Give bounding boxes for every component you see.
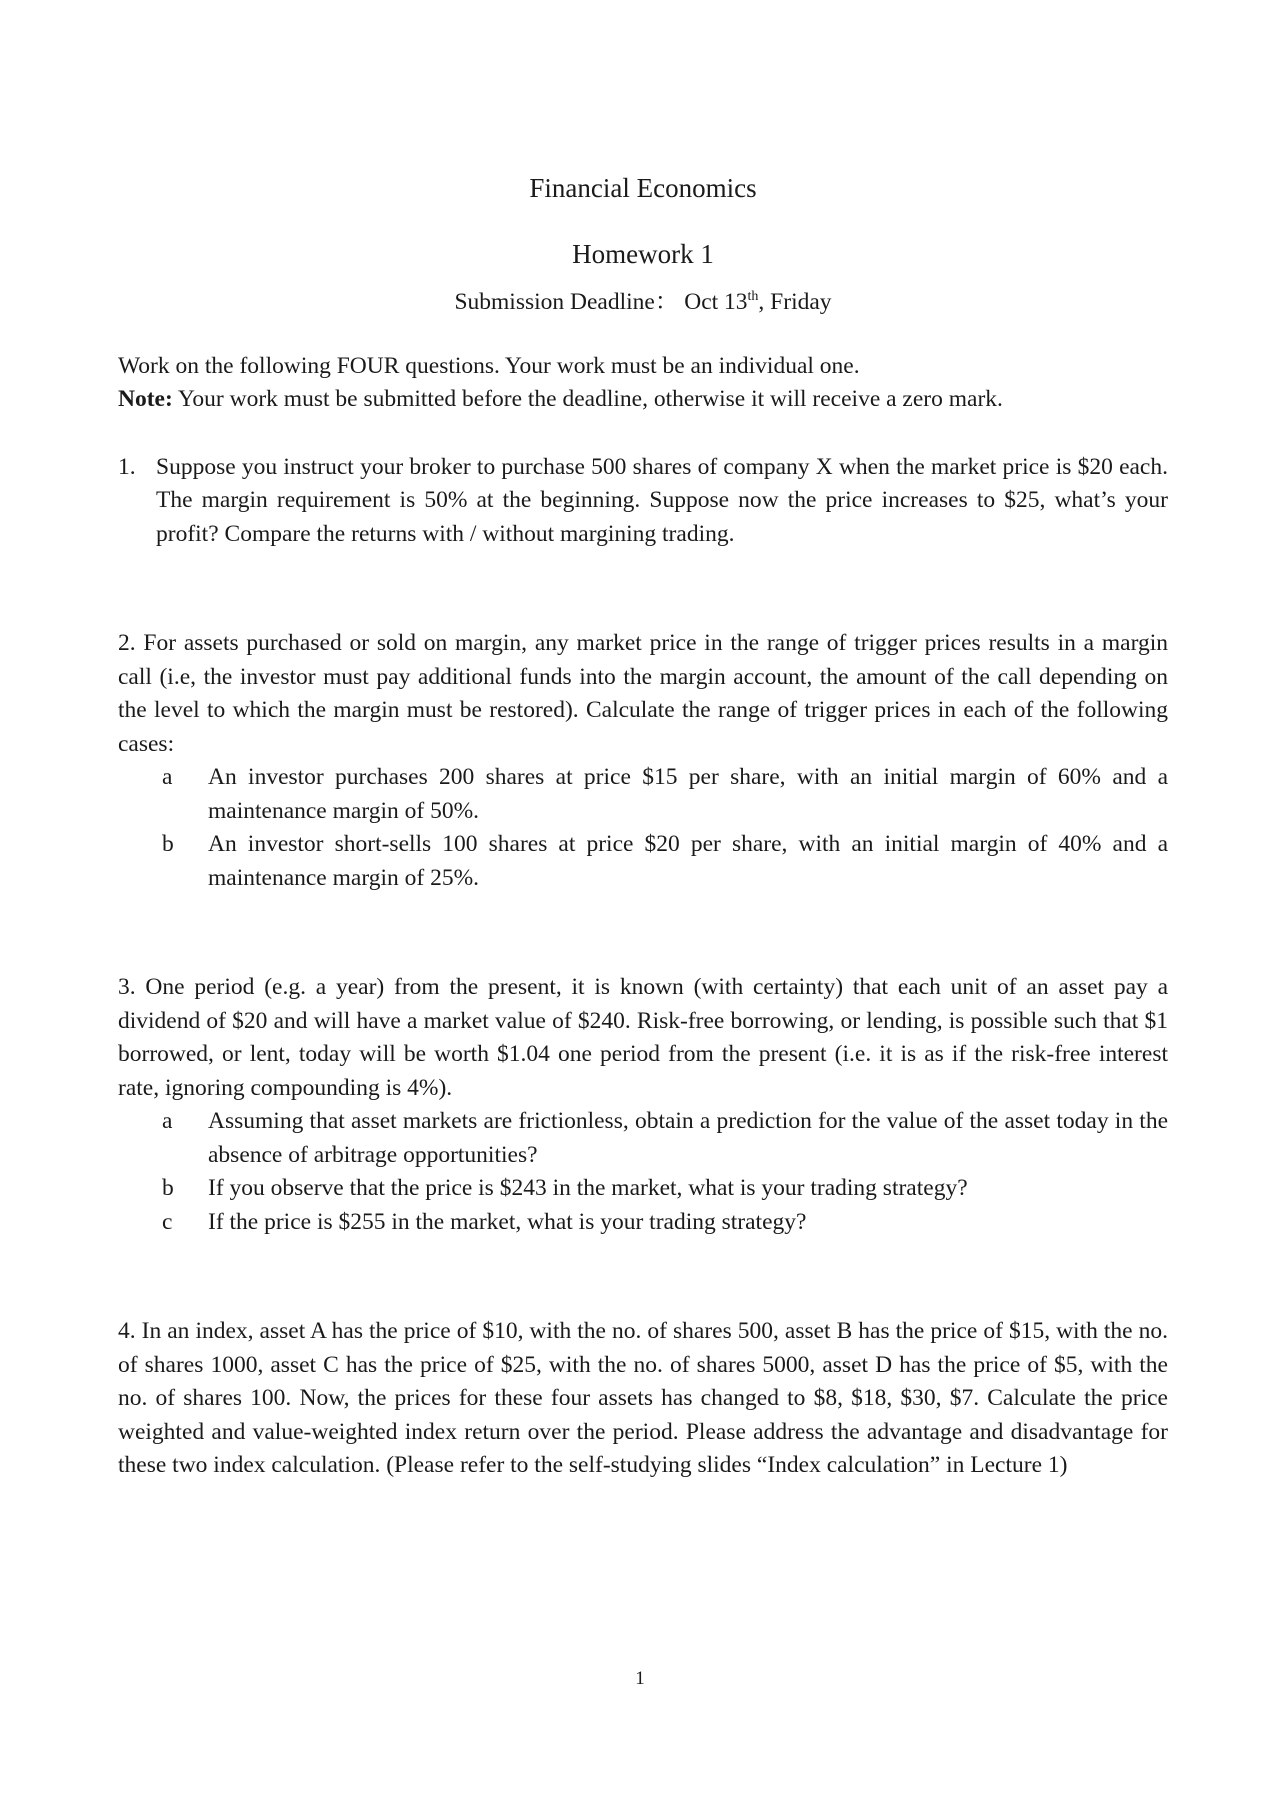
question-2-text: 2. For assets purchased or sold on margin, any market price in the range of trigger prices results in a margin call (i.e, the investor must pay additional funds into the margin account, the amount of the call depending on the level to which the margin must be restored). Calculate the range of trigger prices in each of the following cases: <box>118 630 1168 757</box>
item-letter: a <box>162 1108 173 1134</box>
deadline-prefix: Submission Deadline： Oct 13 <box>454 289 748 315</box>
question-2 <box>118 627 1168 895</box>
item-letter: c <box>162 1208 173 1235</box>
note-text: Your work must be submitted before the deadline, otherwise it will receive a zero mark. <box>172 386 1003 412</box>
question-3-item-c <box>118 1206 1168 1240</box>
question-3-item-b <box>118 1172 1168 1206</box>
question-4 <box>118 1315 1168 1483</box>
note-line <box>118 383 1168 417</box>
question-2-item-a <box>118 761 1168 828</box>
item-text: If you observe that the price is $243 in the market, what is your trading strategy? <box>208 1175 968 1201</box>
question-2-item-b <box>118 828 1168 895</box>
item-text: An investor purchases 200 shares at price $15 per share, with an initial margin of 60% and a maintenance margin of 50%. <box>208 764 1168 824</box>
homework-title: Homework 1 <box>572 239 714 269</box>
course-title: Financial Economics <box>529 173 757 203</box>
question-3-item-a <box>118 1105 1168 1172</box>
page-number: 1 <box>635 1668 645 1689</box>
instructions-line: Work on the following FOUR questions. Your work must be an individual one. <box>118 352 860 379</box>
instructions <box>118 350 1168 417</box>
question-3-subitems <box>118 1105 1168 1239</box>
question-1 <box>118 451 1168 552</box>
deadline-superscript: th <box>747 289 759 305</box>
question-2-subitems <box>118 761 1168 895</box>
item-text: Assuming that asset markets are frictionless, obtain a prediction for the value of the asset today in the absence of arbitrage opportunities? <box>208 1108 1168 1168</box>
item-letter: a <box>162 764 173 790</box>
question-3-text: 3. One period (e.g. a year) from the present, it is known (with certainty) that each unit of an asset pay a dividend of $20 and will have a market value of $240. Risk-free borrowing, or lending, is possible such that $1 borrowed, or lent, today will be worth $1.04 one period from the present (i.e. it is as if the risk-free interest rate, ignoring compounding is 4%). <box>118 974 1168 1101</box>
note-label: Note: <box>118 386 173 412</box>
question-3 <box>118 971 1168 1239</box>
item-text: An investor short-sells 100 shares at price $20 per share, with an initial margin of 40% and a maintenance margin of 25%. <box>208 831 1168 891</box>
deadline-suffix: , Friday <box>758 289 832 315</box>
question-4-text: 4. In an index, asset A has the price of $10, with the no. of shares 500, asset B has the price of $15, with the no. of shares 1000, asset C has the price of $25, with the no. of shares 5000, asset D has the price of $5, with the no. of shares 100. Now, the prices for these four assets has changed to $8, $18, $30, $7. Calculate the price weighted and value-weighted index return over the period. Please address the advantage and disadvantage for these two index calculation. (Please refer to the self-studying slides “Index calculation” in Lecture 1) <box>118 1318 1168 1478</box>
submission-deadline <box>118 286 1168 320</box>
question-1-text: Suppose you instruct your broker to purchase 500 shares of company X when the market price is $20 each. The margin requirement is 50% at the beginning. Suppose now the price increases to $25, what’s your profit? Compare the returns with / without margining trading. <box>156 453 1168 547</box>
item-text: If the price is $255 in the market, what is your trading strategy? <box>208 1208 807 1235</box>
question-1-number: 1. <box>118 453 136 480</box>
item-letter: b <box>162 1175 174 1201</box>
document-content <box>118 170 1168 1483</box>
item-letter: b <box>162 831 174 857</box>
